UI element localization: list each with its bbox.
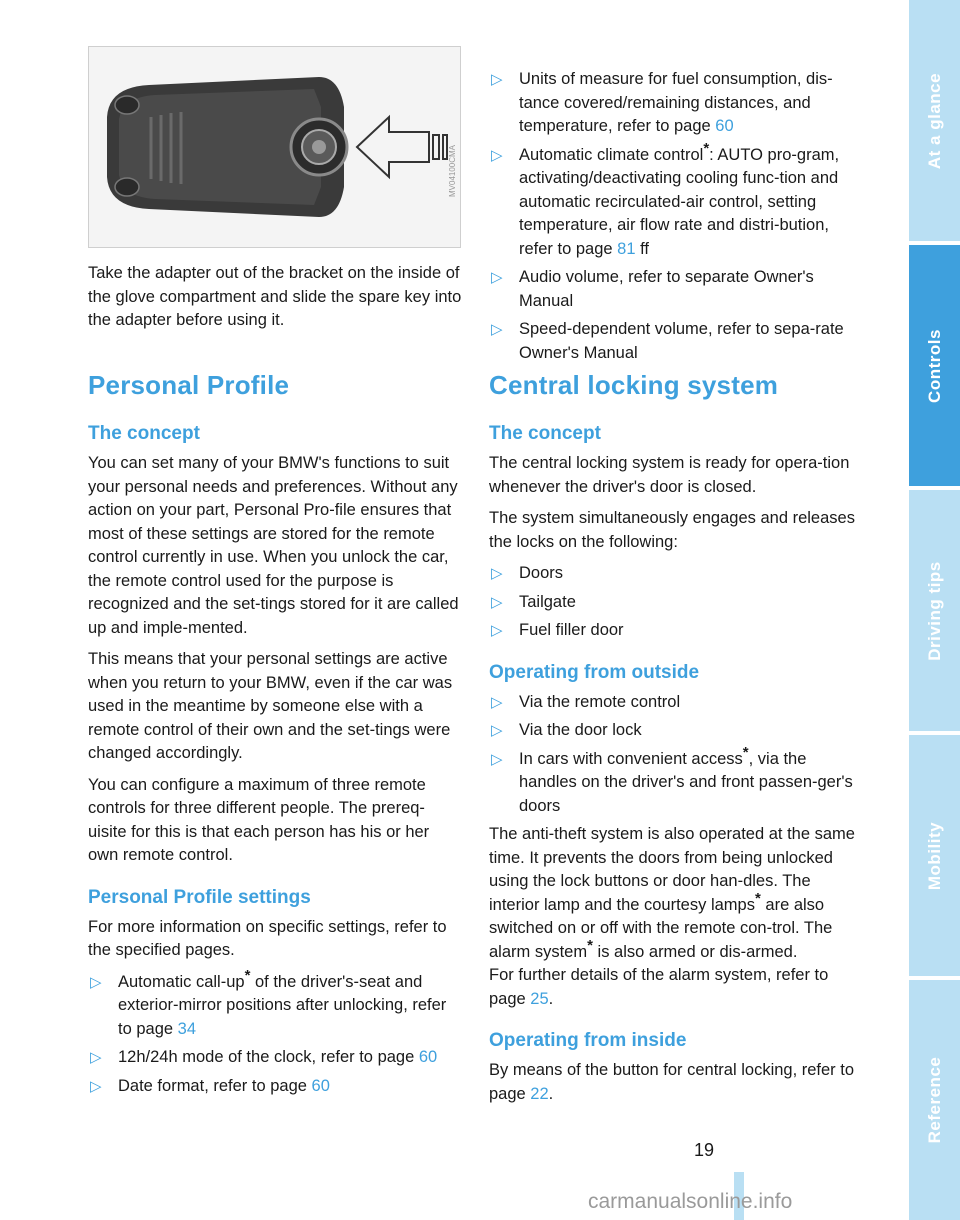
bullet-marker: ▷ bbox=[491, 593, 503, 611]
cl-further-text: For further details of the alarm system, refer to page 25. bbox=[489, 966, 829, 1008]
list-item: ▷ Via the door lock bbox=[489, 719, 864, 743]
bullet-marker: ▷ bbox=[90, 1049, 102, 1066]
tab-controls[interactable]: Controls bbox=[909, 245, 960, 486]
cl-inside-text: By means of the button for central locking, refer to page 22. bbox=[489, 1061, 855, 1103]
personal-profile-title: Personal Profile bbox=[88, 370, 290, 400]
optional-star: * bbox=[587, 936, 593, 954]
optional-star: * bbox=[754, 889, 761, 907]
cl-anti-theft-text: The anti-theft system is also operated at the same time. It prevents the doors from being unlocked using the lock buttons or door han-dles. The interior lamp and the courtesy lamps* are also switched on or off with the remote con-trol. The alarm system* is also armed or dis-armed. bbox=[489, 825, 855, 961]
personal-profile-section bbox=[88, 422, 463, 1103]
pp-settings-intro: For more information on specific settings, refer to the specified pages. bbox=[88, 917, 447, 959]
cl-inside-heading: Operating from inside bbox=[489, 1030, 687, 1051]
cl-concept-heading: The concept bbox=[489, 423, 601, 444]
page-link[interactable]: 60 bbox=[311, 1076, 330, 1095]
page-link[interactable]: 22 bbox=[530, 1084, 549, 1103]
settings-continued-list bbox=[489, 68, 864, 370]
pp-concept-heading: The concept bbox=[88, 423, 200, 444]
page-link[interactable]: 25 bbox=[530, 989, 549, 1008]
pp-paragraph-3: You can configure a maximum of three remote controls for three different people. The prereq-uisite for this is that each person has his or her own remote control. bbox=[88, 775, 430, 864]
cl-lock-list bbox=[489, 562, 864, 643]
central-locking-section bbox=[489, 422, 864, 1114]
list-item: ▷ Tailgate bbox=[489, 591, 864, 615]
list-item: ▷ Automatic call-up* of the driver's-seat and exterior-mirror positions after unlocking, refer to page 34 bbox=[90, 966, 447, 1038]
central-locking-title: Central locking system bbox=[489, 370, 779, 400]
bullet-marker: ▷ bbox=[90, 1077, 102, 1095]
bullet-marker: ▷ bbox=[90, 973, 102, 991]
page-link[interactable]: 81 bbox=[617, 239, 636, 258]
list-item: ▷ In cars with convenient access*, via the handles on the driver's and front passen-ger's doors bbox=[491, 743, 853, 815]
tab-driving-tips[interactable]: Driving tips bbox=[909, 490, 960, 731]
cl-outside-heading: Operating from outside bbox=[489, 661, 700, 683]
bullet-marker: ▷ bbox=[491, 71, 503, 88]
page-number: 19 bbox=[694, 1140, 715, 1160]
key-adapter-figure bbox=[88, 46, 461, 248]
watermark: carmanualsonline.info bbox=[588, 1190, 793, 1213]
figure-code: MV04100CMA bbox=[448, 144, 457, 197]
bullet-marker: ▷ bbox=[491, 622, 503, 639]
page-link[interactable]: 34 bbox=[177, 1019, 196, 1038]
bullet-marker: ▷ bbox=[491, 269, 503, 286]
list-item: ▷ Via the remote control bbox=[489, 691, 864, 715]
pp-paragraph-2: This means that your personal settings are active when you return to your BMW, even if the car was used in the meantime by someone else with a remote control of their own and the set-tings were changed accordingly. bbox=[88, 650, 453, 762]
chapter-tabs bbox=[909, 0, 960, 1220]
cl-paragraph-1: The central locking system is ready for opera-tion whenever the driver's door is closed. bbox=[489, 454, 850, 496]
page-link[interactable]: 60 bbox=[418, 1048, 438, 1066]
page-link[interactable]: 60 bbox=[715, 117, 734, 135]
bullet-marker: ▷ bbox=[491, 146, 503, 164]
list-item: ▷ Automatic climate control*: AUTO pro-gram, activating/deactivating cooling func-tion and automatic recirculated-air control, setting temperature, air flow rate and distri-bution, refer to page 81 ff bbox=[491, 139, 840, 258]
bullet-marker: ▷ bbox=[491, 750, 503, 768]
bullet-marker: ▷ bbox=[491, 722, 503, 739]
tab-mobility[interactable]: Mobility bbox=[909, 735, 960, 976]
pp-settings-list bbox=[88, 966, 463, 1099]
list-item: ▷ 12h/24h mode of the clock, refer to page 60 bbox=[88, 1046, 463, 1070]
bullet-marker: ▷ bbox=[491, 693, 503, 711]
list-item: ▷ Audio volume, refer to separate Owner's Manual bbox=[491, 268, 814, 310]
list-item: ▷ Fuel filler door bbox=[489, 619, 864, 643]
list-item: ▷ Date format, refer to page 60 bbox=[88, 1075, 463, 1099]
pp-settings-heading: Personal Profile settings bbox=[88, 886, 311, 908]
optional-star: * bbox=[703, 139, 710, 157]
cl-paragraph-2: The system simultaneously engages and releases the locks on the following: bbox=[489, 509, 855, 551]
list-item: ▷ Doors bbox=[489, 562, 864, 586]
pp-paragraph-1: You can set many of your BMW's functions to suit your personal needs and preferences. Without any action on your part, Personal Pro-file ensures that most of these settings are stored for the remote control currently in use. When you unlock the car, the remote control used for the purpose is recognized and the set-tings stored for it are called up and imple-mented. bbox=[88, 454, 459, 637]
list-item: ▷ Speed-dependent volume, refer to sepa-rate Owner's Manual bbox=[491, 320, 844, 362]
bullet-marker: ▷ bbox=[491, 565, 503, 582]
bullet-marker: ▷ bbox=[491, 321, 503, 338]
cl-outside-list bbox=[489, 691, 864, 819]
optional-star: * bbox=[244, 966, 251, 984]
tab-reference[interactable]: Reference bbox=[909, 980, 960, 1220]
tab-at-a-glance[interactable]: At a glance bbox=[909, 0, 960, 241]
list-item: ▷ Units of measure for fuel consumption, dis-tance covered/remaining distances, and temperature, refer to page 60 bbox=[491, 70, 833, 135]
optional-star: * bbox=[742, 743, 749, 761]
intro-text: Take the adapter out of the bracket on the inside of the glove compartment and slide the spare key into the adapter before using it. bbox=[88, 264, 462, 329]
